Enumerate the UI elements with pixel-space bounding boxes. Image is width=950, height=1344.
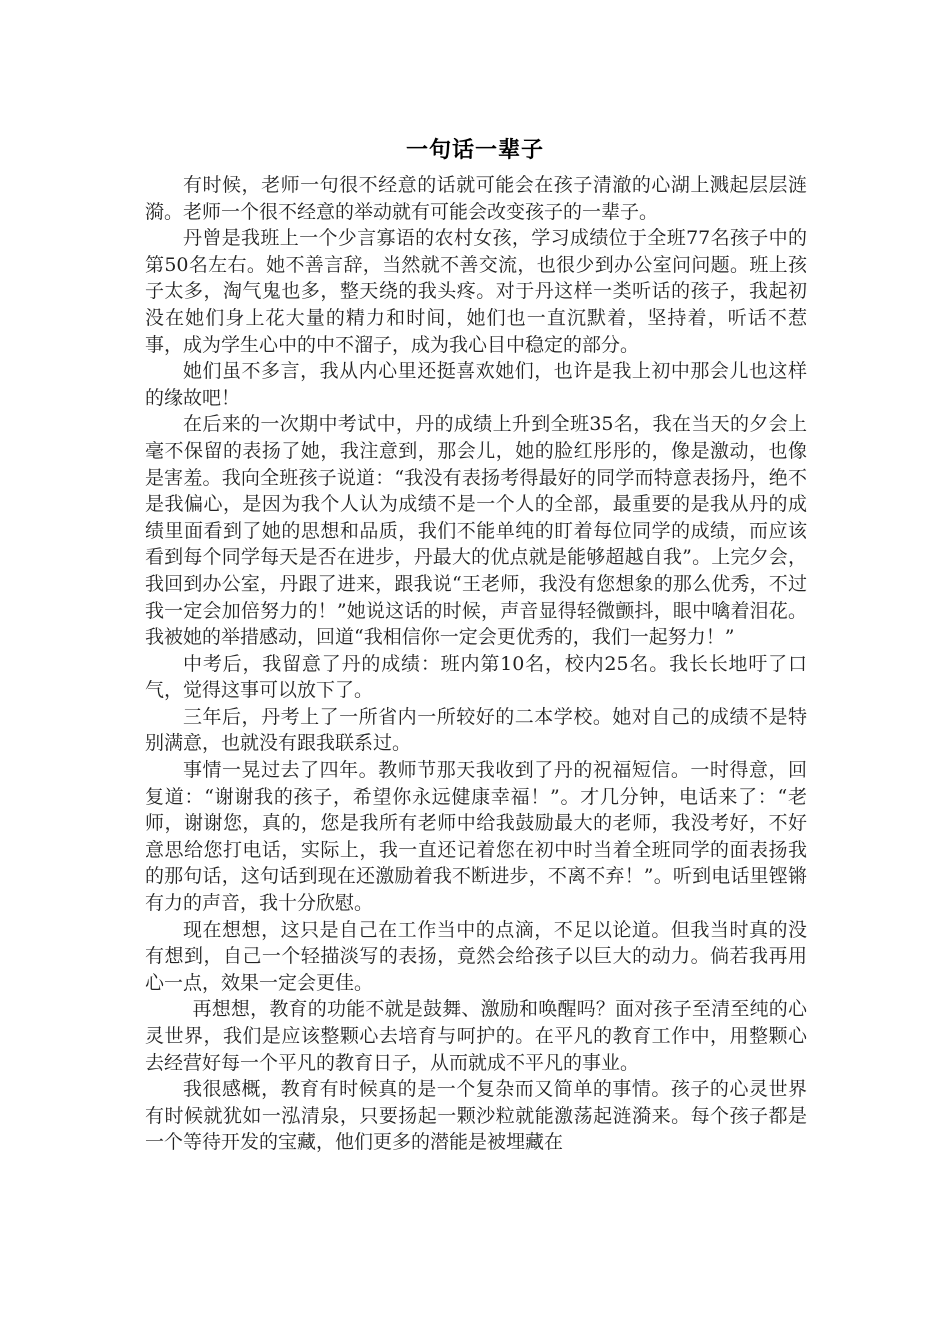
paragraph: 我很感概，教育有时候真的是一个复杂而又简单的事情。孩子的心灵世界有时候就犹如一泓清泉，只要扬起一颗沙粒就能激荡起涟漪来。每个孩子都是一个等待开发的宝藏，他们更多的潜能是被埋藏在 <box>145 1078 807 1154</box>
paragraph: 中考后，我留意了丹的成绩：班内第10名，校内25名。我长长地吁了口气，觉得这事可以放下了。 <box>145 652 807 702</box>
paragraph: 再想想，教育的功能不就是鼓舞、激励和唤醒吗？面对孩子至清至纯的心灵世界，我们是应该整颗心去培育与呵护的。在平凡的教育工作中，用整颗心去经营好每一个平凡的教育日子，从而就成不平凡的事业。 <box>145 998 807 1074</box>
paragraph: 在后来的一次期中考试中，丹的成绩上升到全班35名，我在当天的夕会上毫不保留的表扬了她，我注意到，那会儿，她的脸红彤彤的，像是激动，也像是害羞。我向全班孩子说道：“我没有表扬考得最好的同学而特意表扬丹，绝不是我偏心，是因为我个人认为成绩不是一个人的全部，最重要的是我从丹的成绩里面看到了她的思想和品质，我们不能单纯的盯着每位同学的成绩，而应该看到每个同学每天是否在进步，丹最大的优点就是能够超越自我”。上完夕会，我回到办公室，丹跟了进来，跟我说“王老师，我没有您想象的那么优秀，不过我一定会加倍努力的！”她说这话的时候，声音显得轻微颤抖，眼中噙着泪花。我被她的举措感动，回道“我相信你一定会更优秀的，我们一起努力！” <box>145 413 807 649</box>
paragraph: 三年后，丹考上了一所省内一所较好的二本学校。她对自己的成绩不是特别满意，也就没有跟我联系过。 <box>145 705 807 755</box>
document-title: 一句话一辈子 <box>405 138 544 163</box>
paragraph: 她们虽不多言，我从内心里还挺喜欢她们，也许是我上初中那会儿也这样的缘故吧！ <box>145 360 807 409</box>
paragraph: 现在想想，这只是自己在工作当中的点滴，不足以论道。但我当时真的没有想到，自己一个轻描淡写的表扬，竟然会给孩子以巨大的动力。倘若我再用心一点，效果一定会更佳。 <box>145 918 807 994</box>
document-body <box>145 172 807 1156</box>
paragraph: 丹曾是我班上一个少言寡语的农村女孩，学习成绩位于全班77名孩子中的第50名左右。她不善言辞，当然就不善交流，也很少到办公室问问题。班上孩子太多，淘气鬼也多，整天绕的我头疼。对于丹这样一类听话的孩子，我起初没在她们身上花大量的精力和时间，她们也一直沉默着，坚持着，听话不惹事，成为学生心中的中不溜子，成为我心目中稳定的部分。 <box>145 227 807 356</box>
paragraph: 事情一晃过去了四年。教师节那天我收到了丹的祝福短信。一时得意，回复道：“谢谢我的孩子，希望你永远健康幸福！”。才几分钟，电话来了：“老师，谢谢您，真的，您是我所有老师中给我鼓励最大的老师，我没考好，不好意思给您打电话，实际上，我一直还记着您在初中时当着全班同学的面表扬我的那句话，这句话到现在还激励着我不断进步，不离不弃！”。听到电话里铿锵有力的声音，我十分欣慰。 <box>145 759 807 915</box>
paragraph: 有时候，老师一句很不经意的话就可能会在孩子清澈的心湖上溅起层层涟漪。老师一个很不经意的举动就有可能会改变孩子的一辈子。 <box>145 174 807 223</box>
